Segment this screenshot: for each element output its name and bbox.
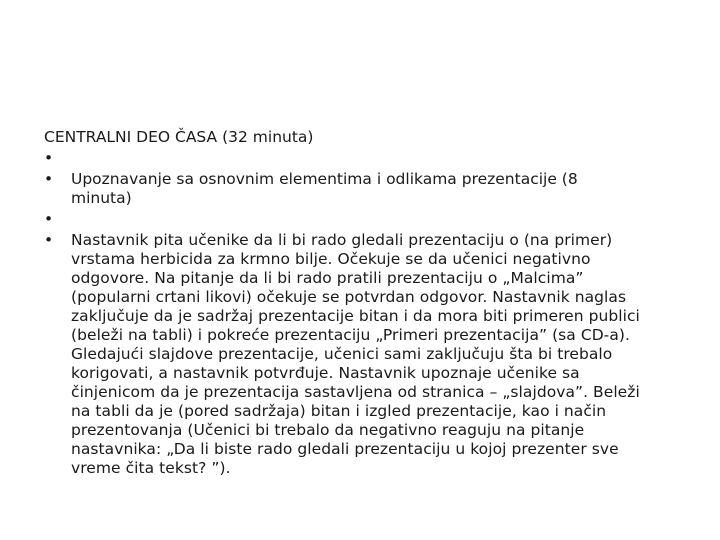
bullet-text: Nastavnik pita učenike da li bi rado gledali prezentaciju o (na primer) vrstama herbicida za krmno bilje. Očekuje se da učenici negativno odgovore. Na pitanje da li bi rado pratili prezentaciju o „Malcima” (popularni crtani likovi) očekuje se potvrdan odgovor. Nastavnik naglas zaključuje da je sadržaj prezentacije bitan i da mora biti primeren publici (beleži na tabli) i pokreće prezentaciju „Primeri prezentacija” (sa CD-a). Gledajući slajdove prezentacije, učenici sami zaključuju šta bi trebalo korigovati, a nastavnik potvrđuje. Nastavnik upoznaje učenike sa činjenicom da je prezentacija sastavljena od stranica – „slajdova”. Beleži na tabli da je (pored sadržaja) bitan i izgled prezentacije, kao i način prezentovanja (Učenici bi trebalo da negativno reaguju na pitanje nastavnika: „Da li biste rado gledali prezentaciju u kojoj prezenter sve vreme čita tekst? ”). bbox=[71, 231, 640, 477]
bullet-text: Upoznavanje sa osnovnim elementima i odlikama prezentacije (8 minuta) bbox=[71, 170, 578, 207]
bullet-item-empty-1 bbox=[44, 149, 644, 168]
bullet-item-intro bbox=[44, 170, 644, 208]
section-heading: CENTRALNI DEO ČASA (32 minuta) bbox=[44, 128, 314, 146]
bullet-list bbox=[44, 149, 644, 478]
bullet-item-teacher-activity bbox=[44, 231, 644, 478]
bullet-icon: • bbox=[44, 231, 54, 249]
bullet-icon: • bbox=[44, 149, 54, 167]
slide-content bbox=[44, 128, 644, 480]
bullet-icon: • bbox=[44, 170, 54, 188]
bullet-icon: • bbox=[44, 210, 54, 228]
bullet-item-empty-2 bbox=[44, 210, 644, 229]
